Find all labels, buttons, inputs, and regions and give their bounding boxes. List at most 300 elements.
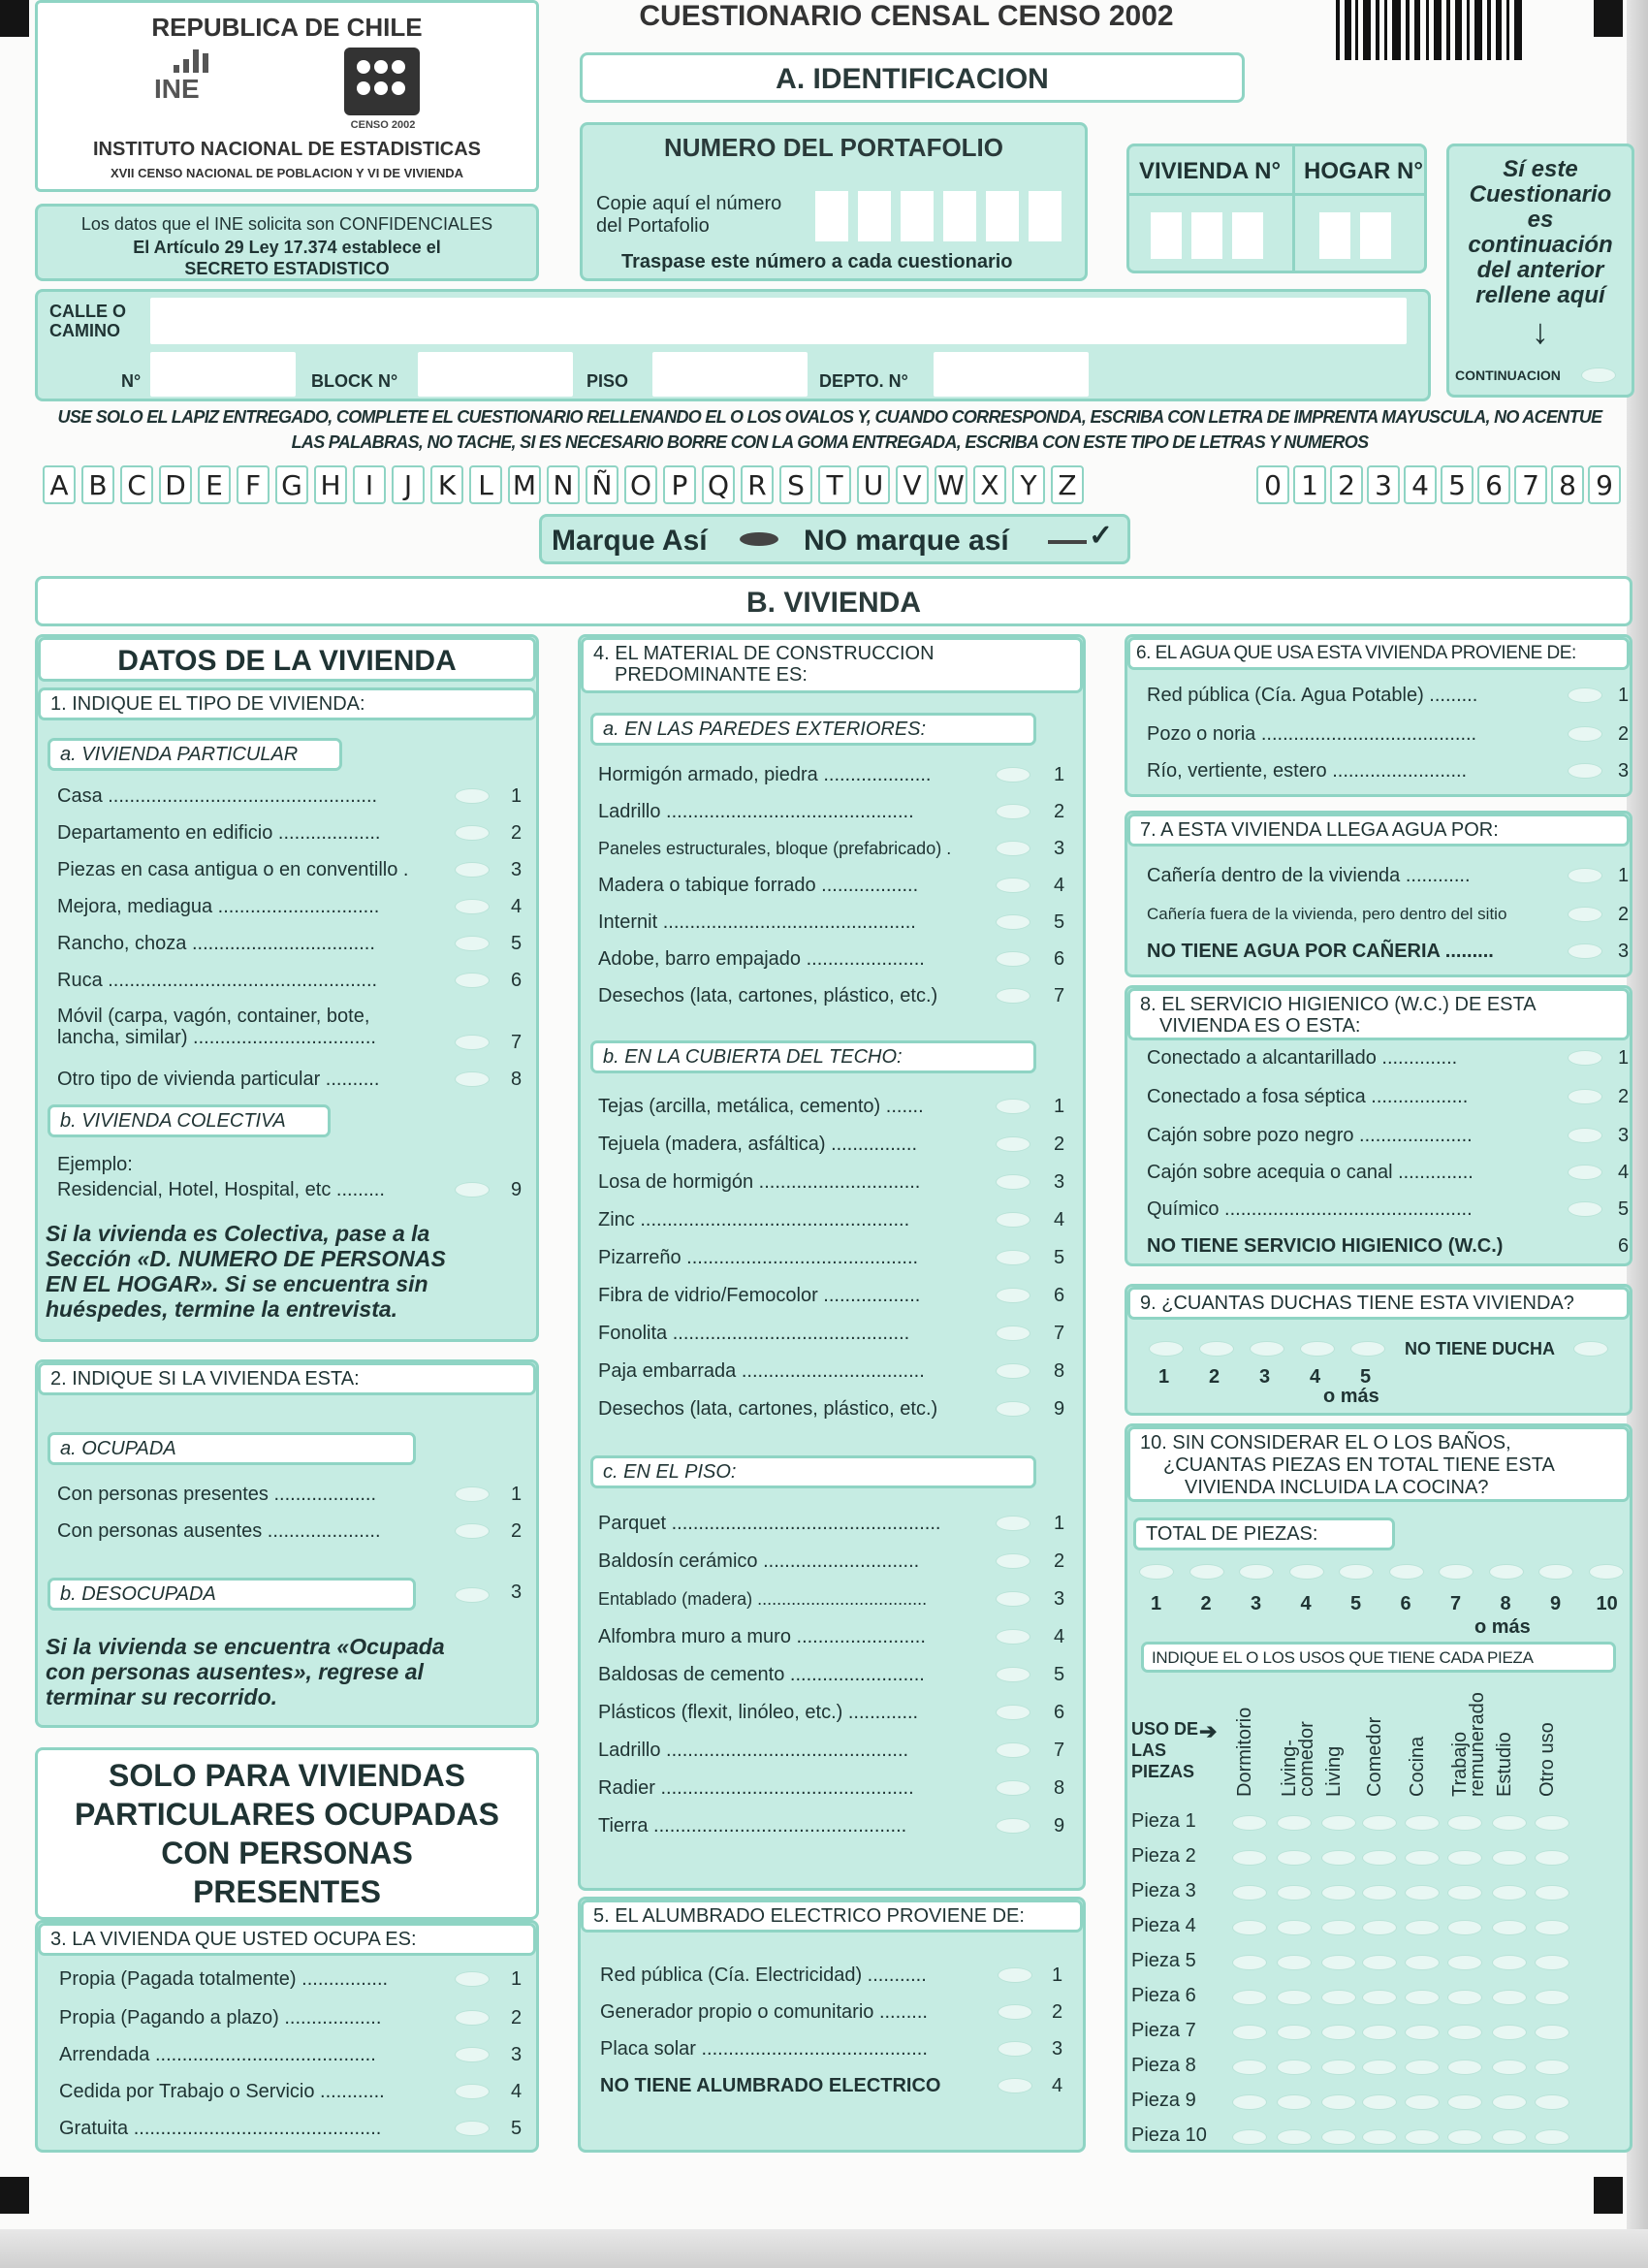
uso-oval[interactable] <box>1405 2060 1440 2075</box>
depto-input[interactable] <box>934 352 1089 397</box>
block-input[interactable] <box>418 352 573 397</box>
answer-oval[interactable] <box>455 973 490 988</box>
q1-option: Mejora, mediagua .............................. 4 <box>57 896 523 917</box>
datos-vivienda-box: DATOS DE LA VIVIENDA 1. INDIQUE EL TIPO DE VIVIENDA: a. VIVIENDA PARTICULAR Casa .................................................. 1 Departamento en edificio ................... 2 Piezas en casa antigua o en conventillo . 3 Mejora, mediagua .............................. 4 Rancho, choza .................................. 5 Ruca .................................................. 6 Móvil (carpa, vagón, container, bote, lancha, similar) .................................. 7 Otro tipo de vivienda particular .......... 8 b. VIVIENDA COLECTIVA Ejemplo: Residencial, Hotel, Hospital, etc ......... 9 Si la vivienda es Colectiva, pase a la Sección «D. NUMERO DE PERSONAS EN EL HOGAR». Si se encuentra sin huéspedes, termine la entrevista. <box>35 634 539 1342</box>
answer-oval[interactable] <box>996 1288 1030 1303</box>
answer-oval[interactable] <box>996 914 1030 930</box>
uso-oval[interactable] <box>1277 2025 1312 2040</box>
datos-title: DATOS DE LA VIVIENDA <box>38 637 536 682</box>
uso-column-header: Living- comedor <box>1279 1721 1317 1797</box>
q3-title: 3. LA VIVIENDA QUE USTED OCUPA ES: <box>38 1923 536 1956</box>
sample-letter: J <box>392 465 425 504</box>
sample-letter: Z <box>1051 465 1084 504</box>
q5-title: 5. EL ALUMBRADO ELECTRICO PROVIENE DE: <box>581 1900 1083 1933</box>
answer-oval[interactable] <box>996 804 1030 819</box>
q5-option: Red pública (Cía. Electricidad) ........... 1 <box>600 1965 1063 1986</box>
portafolio-note: Traspase este número a cada cuestionario <box>621 251 1013 272</box>
answer-oval[interactable] <box>996 1136 1030 1152</box>
duchas-oval[interactable] <box>1149 1341 1184 1357</box>
answer-oval[interactable] <box>998 2041 1032 2057</box>
uso-oval[interactable] <box>1492 2129 1527 2145</box>
answer-oval[interactable] <box>996 1174 1030 1190</box>
answer-oval[interactable] <box>996 1742 1030 1758</box>
pieza-row-label: Pieza 5 <box>1131 1950 1196 1971</box>
portafolio-digit-field[interactable] <box>858 191 891 241</box>
duchas-oval[interactable] <box>1350 1341 1385 1357</box>
sample-letter: Y <box>1012 465 1045 504</box>
uso-oval[interactable] <box>1447 2129 1482 2145</box>
uso-oval[interactable] <box>1492 1955 1527 1970</box>
answer-oval[interactable] <box>996 1629 1030 1645</box>
uso-oval[interactable] <box>1362 2094 1397 2110</box>
uso-oval[interactable] <box>1232 2129 1267 2145</box>
calle-input[interactable] <box>150 298 1407 344</box>
uso-oval[interactable] <box>1232 2060 1267 2075</box>
uso-oval[interactable] <box>1362 1955 1397 1970</box>
uso-oval[interactable] <box>1447 1955 1482 1970</box>
pieza-row-label: Pieza 2 <box>1131 1845 1196 1867</box>
q4-piso-option: Ladrillo ............................................. 7 <box>598 1740 1065 1761</box>
q4-paredes-option: Madera o tabique forrado .................. 4 <box>598 875 1065 896</box>
portafolio-digit-field[interactable] <box>815 191 848 241</box>
q5-box <box>578 1897 1086 2153</box>
cont-line-3: es <box>1527 207 1554 233</box>
sample-letter: X <box>973 465 1006 504</box>
pieza-row-label: Pieza 9 <box>1131 2090 1196 2111</box>
uso-oval[interactable] <box>1447 2025 1482 2040</box>
uso-oval[interactable] <box>1535 1885 1569 1901</box>
q2-note-1: Si la vivienda se encuentra «Ocupada <box>46 1634 445 1659</box>
cont-line-5: del anterior <box>1476 257 1604 283</box>
q1-sub-a: a. VIVIENDA PARTICULAR <box>48 738 342 771</box>
uso-oval[interactable] <box>1492 2094 1527 2110</box>
answer-oval[interactable] <box>1568 907 1602 922</box>
total-piezas-number: 8 <box>1500 1593 1511 1614</box>
depto-label: DEPTO. N° <box>819 371 908 391</box>
q8-box <box>1125 985 1632 1266</box>
cont-label: CONTINUACION <box>1455 367 1561 383</box>
portafolio-digit-field[interactable] <box>943 191 976 241</box>
digit-samples <box>1256 465 1621 504</box>
check-mark-icon: ✓ <box>1089 520 1114 552</box>
q1-option: Ruca .................................................. 6 <box>57 970 523 991</box>
q2-option: Con personas presentes ................... 1 <box>57 1484 523 1505</box>
uso-oval[interactable] <box>1277 2094 1312 2110</box>
arrow-down-icon: ↓ <box>1532 311 1549 351</box>
q4-paredes-option: Adobe, barro empajado ...................... 6 <box>598 948 1065 970</box>
uso-oval[interactable] <box>1232 2094 1267 2110</box>
q4-techo-option: Losa de hormigón .............................. 3 <box>598 1171 1065 1193</box>
sample-letter: K <box>430 465 463 504</box>
q4-sub-b: b. EN LA CUBIERTA DEL TECHO: <box>590 1040 1036 1073</box>
cont-line-1: Sí este <box>1503 156 1578 182</box>
answer-oval[interactable] <box>455 788 490 804</box>
uso-oval[interactable] <box>1447 1920 1482 1935</box>
uso-oval[interactable] <box>1362 1990 1397 2005</box>
uso-oval[interactable] <box>1447 2094 1482 2110</box>
ine-logo-icon <box>144 46 251 104</box>
portafolio-box <box>580 122 1088 281</box>
answer-oval[interactable] <box>455 825 490 841</box>
uso-oval[interactable] <box>1535 1920 1569 1935</box>
no-ducha-oval[interactable] <box>1573 1341 1608 1357</box>
uso-oval[interactable] <box>1492 2060 1527 2075</box>
uso-oval[interactable] <box>1362 1920 1397 1935</box>
answer-oval[interactable] <box>998 1967 1032 1983</box>
uso-oval[interactable] <box>1447 2060 1482 2075</box>
divider <box>1129 193 1424 196</box>
duchas-oval[interactable] <box>1199 1341 1234 1357</box>
answer-oval[interactable] <box>1568 1050 1602 1066</box>
uso-oval[interactable] <box>1447 1990 1482 2005</box>
sample-digit: 6 <box>1477 465 1510 504</box>
q3-box <box>35 1920 539 2153</box>
answer-oval[interactable] <box>455 2010 490 2026</box>
q2-box <box>35 1359 539 1728</box>
uso-column-header: Cocina <box>1407 1736 1428 1797</box>
answer-oval[interactable] <box>996 878 1030 893</box>
q1-note-1: Si la vivienda es Colectiva, pase a la <box>46 1221 430 1246</box>
total-piezas-oval[interactable] <box>1339 1564 1374 1580</box>
confidential-line-2: El Artículo 29 Ley 17.374 establece el <box>133 238 441 257</box>
sample-letter: N <box>547 465 580 504</box>
total-piezas-oval[interactable] <box>1239 1564 1274 1580</box>
portafolio-digit-field[interactable] <box>901 191 934 241</box>
solo-line-1: SOLO PARA VIVIENDAS <box>108 1758 466 1793</box>
uso-column-header: Trabajo remunerado <box>1449 1692 1488 1797</box>
uso-oval[interactable] <box>1405 2129 1440 2145</box>
answer-oval[interactable] <box>455 1587 490 1603</box>
sample-letter: V <box>896 465 929 504</box>
piso-input[interactable] <box>652 352 808 397</box>
q10-title-2: ¿CUANTAS PIEZAS EN TOTAL TIENE ESTA <box>1163 1454 1555 1476</box>
q3-option: Propia (Pagada totalmente) ................ 1 <box>59 1968 523 1990</box>
answer-oval[interactable] <box>455 862 490 878</box>
uso-oval[interactable] <box>1405 1990 1440 2005</box>
total-piezas-oval[interactable] <box>1389 1564 1424 1580</box>
uso-oval[interactable] <box>1321 1815 1356 1831</box>
uso-oval[interactable] <box>1405 1955 1440 1970</box>
filled-oval-icon <box>740 532 778 546</box>
answer-oval[interactable] <box>996 1401 1030 1417</box>
uso-oval[interactable] <box>1362 2025 1397 2040</box>
uso-oval[interactable] <box>1321 1885 1356 1901</box>
answer-oval[interactable] <box>996 1099 1030 1114</box>
total-piezas-number: 9 <box>1550 1593 1562 1614</box>
answer-oval[interactable] <box>455 2047 490 2062</box>
uso-oval[interactable] <box>1362 2060 1397 2075</box>
q9-num: 4 <box>1310 1366 1321 1388</box>
uso-oval[interactable] <box>1492 2025 1527 2040</box>
answer-oval[interactable] <box>1568 763 1602 779</box>
sample-letter: E <box>198 465 231 504</box>
answer-oval[interactable] <box>996 1212 1030 1228</box>
uso-oval[interactable] <box>1535 1850 1569 1866</box>
uso-oval[interactable] <box>1321 1920 1356 1935</box>
answer-oval[interactable] <box>1568 726 1602 742</box>
answer-oval[interactable] <box>996 841 1030 856</box>
answer-oval[interactable] <box>996 1705 1030 1720</box>
pieza-row-label: Pieza 10 <box>1131 2124 1207 2146</box>
total-piezas-oval[interactable] <box>1189 1564 1224 1580</box>
answer-oval[interactable] <box>1568 1128 1602 1143</box>
uso-oval[interactable] <box>1535 1955 1569 1970</box>
total-piezas-number: 6 <box>1400 1593 1411 1614</box>
q6-option: Pozo o noria ........................................ 2 <box>1147 723 1630 745</box>
uso-label-1: USO DE <box>1131 1719 1199 1739</box>
uso-oval[interactable] <box>1362 1885 1397 1901</box>
uso-oval[interactable] <box>1321 2129 1356 2145</box>
answer-oval[interactable] <box>996 1516 1030 1531</box>
answer-oval[interactable] <box>455 936 490 951</box>
no-marque-label: NO marque así <box>804 525 1009 557</box>
answer-oval[interactable] <box>996 1250 1030 1265</box>
q4-techo-option: Pizarreño ........................................... 5 <box>598 1247 1065 1268</box>
uso-column-header: Estudio <box>1494 1732 1515 1797</box>
q10-title-1: 10. SIN CONSIDERAR EL O LOS BAÑOS, <box>1140 1432 1511 1453</box>
uso-oval[interactable] <box>1277 2129 1312 2145</box>
answer-oval[interactable] <box>455 1071 490 1087</box>
answer-oval[interactable] <box>455 1182 490 1198</box>
uso-oval[interactable] <box>1321 2025 1356 2040</box>
answer-oval[interactable] <box>996 951 1030 967</box>
censo-logo-icon <box>342 46 424 131</box>
sample-letter: O <box>624 465 657 504</box>
q10-indique: INDIQUE EL O LOS USOS QUE TIENE CADA PIEZA <box>1141 1642 1616 1673</box>
q7-option: Cañería fuera de la vivienda, pero dentro del sitio 2 <box>1147 904 1630 925</box>
sample-letter: I <box>353 465 386 504</box>
sample-letter: M <box>508 465 541 504</box>
q9-num: 2 <box>1209 1366 1220 1388</box>
uso-oval[interactable] <box>1492 1920 1527 1935</box>
total-piezas-oval[interactable] <box>1439 1564 1474 1580</box>
sample-letter: U <box>857 465 890 504</box>
answer-oval[interactable] <box>1568 1201 1602 1217</box>
q1-note-4: huéspedes, termine la entrevista. <box>46 1296 398 1322</box>
q1-note-2: Sección «D. NUMERO DE PERSONAS <box>46 1246 446 1271</box>
solo-line-2: PARTICULARES OCUPADAS <box>75 1797 499 1832</box>
q4-sub-c: c. EN EL PISO: <box>590 1455 1036 1488</box>
answer-oval[interactable] <box>996 767 1030 783</box>
uso-oval[interactable] <box>1492 1815 1527 1831</box>
q4-piso-option: Baldosas de cemento ......................... 5 <box>598 1664 1065 1685</box>
answer-oval[interactable] <box>996 1553 1030 1569</box>
answer-oval[interactable] <box>455 1971 490 1987</box>
section-b-title: B. VIVIENDA <box>745 587 922 619</box>
uso-oval[interactable] <box>1321 1955 1356 1970</box>
uso-oval[interactable] <box>1405 1850 1440 1866</box>
q8-title <box>1127 988 1630 1040</box>
answer-oval[interactable] <box>455 2084 490 2099</box>
q4-paredes-option: Ladrillo .............................................. 2 <box>598 801 1065 822</box>
q10-o-mas: o más <box>1474 1616 1531 1638</box>
vivienda-digit-field[interactable] <box>1191 212 1222 259</box>
portafolio-copy-2: del Portafolio <box>596 215 710 237</box>
uso-oval[interactable] <box>1232 1885 1267 1901</box>
uso-oval[interactable] <box>1447 1885 1482 1901</box>
uso-oval[interactable] <box>1232 2025 1267 2040</box>
uso-oval[interactable] <box>1535 2129 1569 2145</box>
uso-column-header: Dormitorio <box>1234 1707 1255 1797</box>
section-a-title: A. IDENTIFICACION <box>776 63 1049 95</box>
uso-oval[interactable] <box>1277 2060 1312 2075</box>
uso-oval[interactable] <box>1535 1990 1569 2005</box>
q4-techo-option: Desechos (lata, cartones, plástico, etc.) 9 <box>598 1398 1065 1420</box>
q9-num: 1 <box>1158 1366 1170 1388</box>
vivienda-n-label: VIVIENDA N° <box>1139 158 1282 184</box>
answer-oval[interactable] <box>1568 687 1602 703</box>
uso-oval[interactable] <box>1362 1850 1397 1866</box>
solo-line-4: PRESENTES <box>193 1874 381 1909</box>
q2-sub-b: b. DESOCUPADA <box>48 1578 416 1611</box>
uso-oval[interactable] <box>1405 1815 1440 1831</box>
numero-input[interactable] <box>150 352 296 397</box>
uso-oval[interactable] <box>1492 1885 1527 1901</box>
total-piezas-oval[interactable] <box>1139 1564 1174 1580</box>
answer-oval[interactable] <box>1568 1165 1602 1180</box>
uso-oval[interactable] <box>1492 1850 1527 1866</box>
q1-option: Casa .................................................. 1 <box>57 785 523 807</box>
uso-oval[interactable] <box>1232 1990 1267 2005</box>
uso-oval[interactable] <box>1405 2025 1440 2040</box>
uso-oval[interactable] <box>1277 1920 1312 1935</box>
address-box <box>35 289 1431 401</box>
vivienda-digit-field[interactable] <box>1232 212 1263 259</box>
uso-oval[interactable] <box>1277 1955 1312 1970</box>
solo-line-3: CON PERSONAS <box>161 1836 413 1870</box>
q7-option: Cañería dentro de la vivienda ............ 1 <box>1147 865 1630 886</box>
uso-oval[interactable] <box>1232 1955 1267 1970</box>
hogar-digit-field[interactable] <box>1360 212 1391 259</box>
q9-title: 9. ¿CUANTAS DUCHAS TIENE ESTA VIVIENDA? <box>1127 1287 1630 1320</box>
piso-label: PISO <box>586 371 629 391</box>
vivienda-hogar-box <box>1126 144 1427 273</box>
uso-oval[interactable] <box>1405 1920 1440 1935</box>
duchas-oval[interactable] <box>1250 1341 1284 1357</box>
section-a-header <box>580 52 1245 103</box>
q4-techo-option: Tejuela (madera, asfáltica) ................ 2 <box>598 1134 1065 1155</box>
q1-note-3: EN EL HOGAR». Si se encuentra sin <box>46 1271 428 1296</box>
answer-oval[interactable] <box>455 1035 490 1050</box>
q4-piso-option: Tierra ............................................... 9 <box>598 1815 1065 1837</box>
pieza-row-label: Pieza 1 <box>1131 1810 1196 1832</box>
sample-digit: 4 <box>1404 465 1437 504</box>
sample-digit: 0 <box>1256 465 1289 504</box>
registration-mark <box>0 0 29 37</box>
answer-oval[interactable] <box>455 899 490 914</box>
confidential-line-3: SECRETO ESTADISTICO <box>184 259 390 278</box>
q4-box <box>578 634 1086 1891</box>
answer-oval[interactable] <box>996 1667 1030 1682</box>
q8-option: Conectado a alcantarillado .............. 1 <box>1147 1047 1630 1069</box>
uso-oval[interactable] <box>1321 1990 1356 2005</box>
answer-oval[interactable] <box>998 2078 1032 2093</box>
answer-oval[interactable] <box>996 988 1030 1004</box>
uso-oval[interactable] <box>1535 2094 1569 2110</box>
sample-letter: P <box>663 465 696 504</box>
q1-title: 1. INDIQUE EL TIPO DE VIVIENDA: <box>38 687 536 720</box>
sample-letter: A <box>43 465 76 504</box>
answer-oval[interactable] <box>996 1326 1030 1341</box>
uso-oval[interactable] <box>1405 2094 1440 2110</box>
total-piezas-oval[interactable] <box>1538 1564 1573 1580</box>
uso-label-3: PIEZAS <box>1131 1762 1195 1781</box>
total-piezas-oval[interactable] <box>1289 1564 1324 1580</box>
portafolio-digit-field[interactable] <box>1029 191 1062 241</box>
uso-oval[interactable] <box>1277 1815 1312 1831</box>
uso-oval[interactable] <box>1277 1885 1312 1901</box>
letter-samples <box>43 465 1084 504</box>
answer-oval[interactable] <box>996 1780 1030 1796</box>
q4-paredes-option: Internit ............................................... 5 <box>598 911 1065 933</box>
duchas-oval[interactable] <box>1300 1341 1335 1357</box>
answer-oval[interactable] <box>1568 1089 1602 1104</box>
uso-oval[interactable] <box>1277 1990 1312 2005</box>
answer-oval[interactable] <box>996 1818 1030 1834</box>
q8-option: Cajón sobre acequia o canal .............. 4 <box>1147 1162 1630 1183</box>
uso-oval[interactable] <box>1492 1990 1527 2005</box>
q1-option: Residencial, Hotel, Hospital, etc ......... 9 <box>57 1179 523 1200</box>
uso-oval[interactable] <box>1362 1815 1397 1831</box>
q3-option: Cedida por Trabajo o Servicio ............ 4 <box>59 2081 523 2102</box>
uso-oval[interactable] <box>1232 1850 1267 1866</box>
answer-oval[interactable] <box>1568 868 1602 883</box>
q8-title-2: VIVIENDA ES O ESTA: <box>1159 1015 1361 1037</box>
portafolio-digit-field[interactable] <box>986 191 1019 241</box>
uso-oval[interactable] <box>1232 1920 1267 1935</box>
hogar-digit-field[interactable] <box>1319 212 1350 259</box>
answer-oval[interactable] <box>998 2004 1032 2020</box>
uso-oval[interactable] <box>1321 2094 1356 2110</box>
answer-oval[interactable] <box>996 1363 1030 1379</box>
answer-oval[interactable] <box>455 1486 490 1502</box>
answer-oval[interactable] <box>1568 943 1602 959</box>
marque-label: Marque Así <box>552 525 708 557</box>
total-piezas-oval[interactable] <box>1489 1564 1524 1580</box>
registration-mark <box>1594 0 1623 37</box>
uso-oval[interactable] <box>1535 1815 1569 1831</box>
uso-oval[interactable] <box>1277 1850 1312 1866</box>
total-piezas-number: 4 <box>1300 1593 1312 1614</box>
q8-option: Químico .............................................. 5 <box>1147 1198 1630 1220</box>
q3-option: Propia (Pagando a plazo) .................. 2 <box>59 2007 523 2028</box>
uso-oval[interactable] <box>1405 1885 1440 1901</box>
uso-oval[interactable] <box>1232 1815 1267 1831</box>
block-label: BLOCK N° <box>311 371 398 391</box>
answer-oval[interactable] <box>996 1591 1030 1607</box>
uso-oval[interactable] <box>1447 1815 1482 1831</box>
uso-oval[interactable] <box>1535 2025 1569 2040</box>
answer-oval[interactable] <box>455 2121 490 2136</box>
continuacion-oval[interactable] <box>1581 367 1616 383</box>
total-piezas-oval[interactable] <box>1589 1564 1624 1580</box>
q5-option: Placa solar .......................................... 3 <box>600 2038 1063 2060</box>
q2-sub-b-code: 3 <box>511 1581 523 1603</box>
q4-piso-option: Alfombra muro a muro ........................ 4 <box>598 1626 1065 1647</box>
total-piezas-number: 1 <box>1151 1593 1162 1614</box>
q2-note-2: con personas ausentes», regrese al <box>46 1659 424 1684</box>
uso-oval[interactable] <box>1535 2060 1569 2075</box>
uso-column-header: Living <box>1323 1745 1345 1797</box>
vivienda-digit-field[interactable] <box>1151 212 1182 259</box>
q4-techo-option: Tejas (arcilla, metálica, cemento) ....... 1 <box>598 1096 1065 1117</box>
uso-oval[interactable] <box>1321 2060 1356 2075</box>
uso-oval[interactable] <box>1321 1850 1356 1866</box>
uso-oval[interactable] <box>1447 1850 1482 1866</box>
uso-oval[interactable] <box>1362 2129 1397 2145</box>
instructions-line-1: USE SOLO EL LAPIZ ENTREGADO, COMPLETE EL CUESTIONARIO RELLENANDO EL O LOS OVALOS Y, CUANDO CORRESPONDA, ESCRIBA CON LETRA DE IMPRENTA MAYUSCULA, NO ACENTUE <box>57 407 1602 427</box>
answer-oval[interactable] <box>455 1523 490 1539</box>
